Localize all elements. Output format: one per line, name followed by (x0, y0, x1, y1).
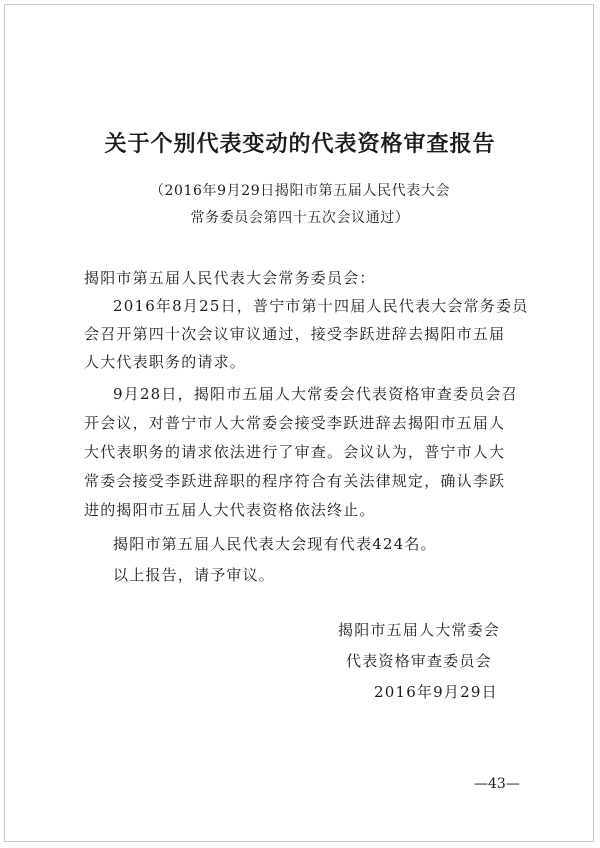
signature-org-1: 揭阳市五届人大常委会 (338, 621, 501, 639)
subtitle-line-2: 常务委员会第四十五次会议通过） (190, 210, 410, 226)
paragraph-2-line-1: 9月28日，揭阳市五届人大常委会代表资格审查委员会召 (113, 385, 518, 403)
page-number: —43— (474, 776, 520, 792)
paragraph-2-line-4: 常委会接受李跃进辞职的程序符合有关法律规定，确认李跃 (84, 472, 506, 490)
signature-date: 2016年9月29日 (374, 683, 498, 701)
paragraph-3: 揭阳市第五届人民代表大会现有代表424名。 (113, 535, 437, 553)
paragraph-2-line-3: 大代表职务的请求依法进行了审查。会议认为，普宁市人大 (84, 443, 506, 461)
report-title: 关于个别代表变动的代表资格审查报告 (104, 131, 496, 157)
signature-org-2: 代表资格审查委员会 (346, 652, 492, 670)
paragraph-1-line-3: 人大代表职务的请求。 (84, 353, 247, 371)
closing-line: 以上报告，请予审议。 (113, 566, 276, 584)
salutation: 揭阳市第五届人民代表大会常务委员会： (84, 269, 376, 287)
subtitle-line-1: （2016年9月29日揭阳市第五届人民代表大会 (149, 183, 451, 199)
paragraph-1-line-1: 2016年8月25日，普宁市第十四届人民代表大会常务委员 (113, 297, 529, 315)
paragraph-2-line-5: 进的揭阳市五届人大代表资格依法终止。 (84, 501, 376, 519)
paragraph-2-line-2: 开会议，对普宁市人大常委会接受李跃进辞去揭阳市五届人 (84, 414, 506, 432)
paragraph-1-line-2: 会召开第四十次会议审议通过，接受李跃进辞去揭阳市五届 (84, 325, 506, 343)
